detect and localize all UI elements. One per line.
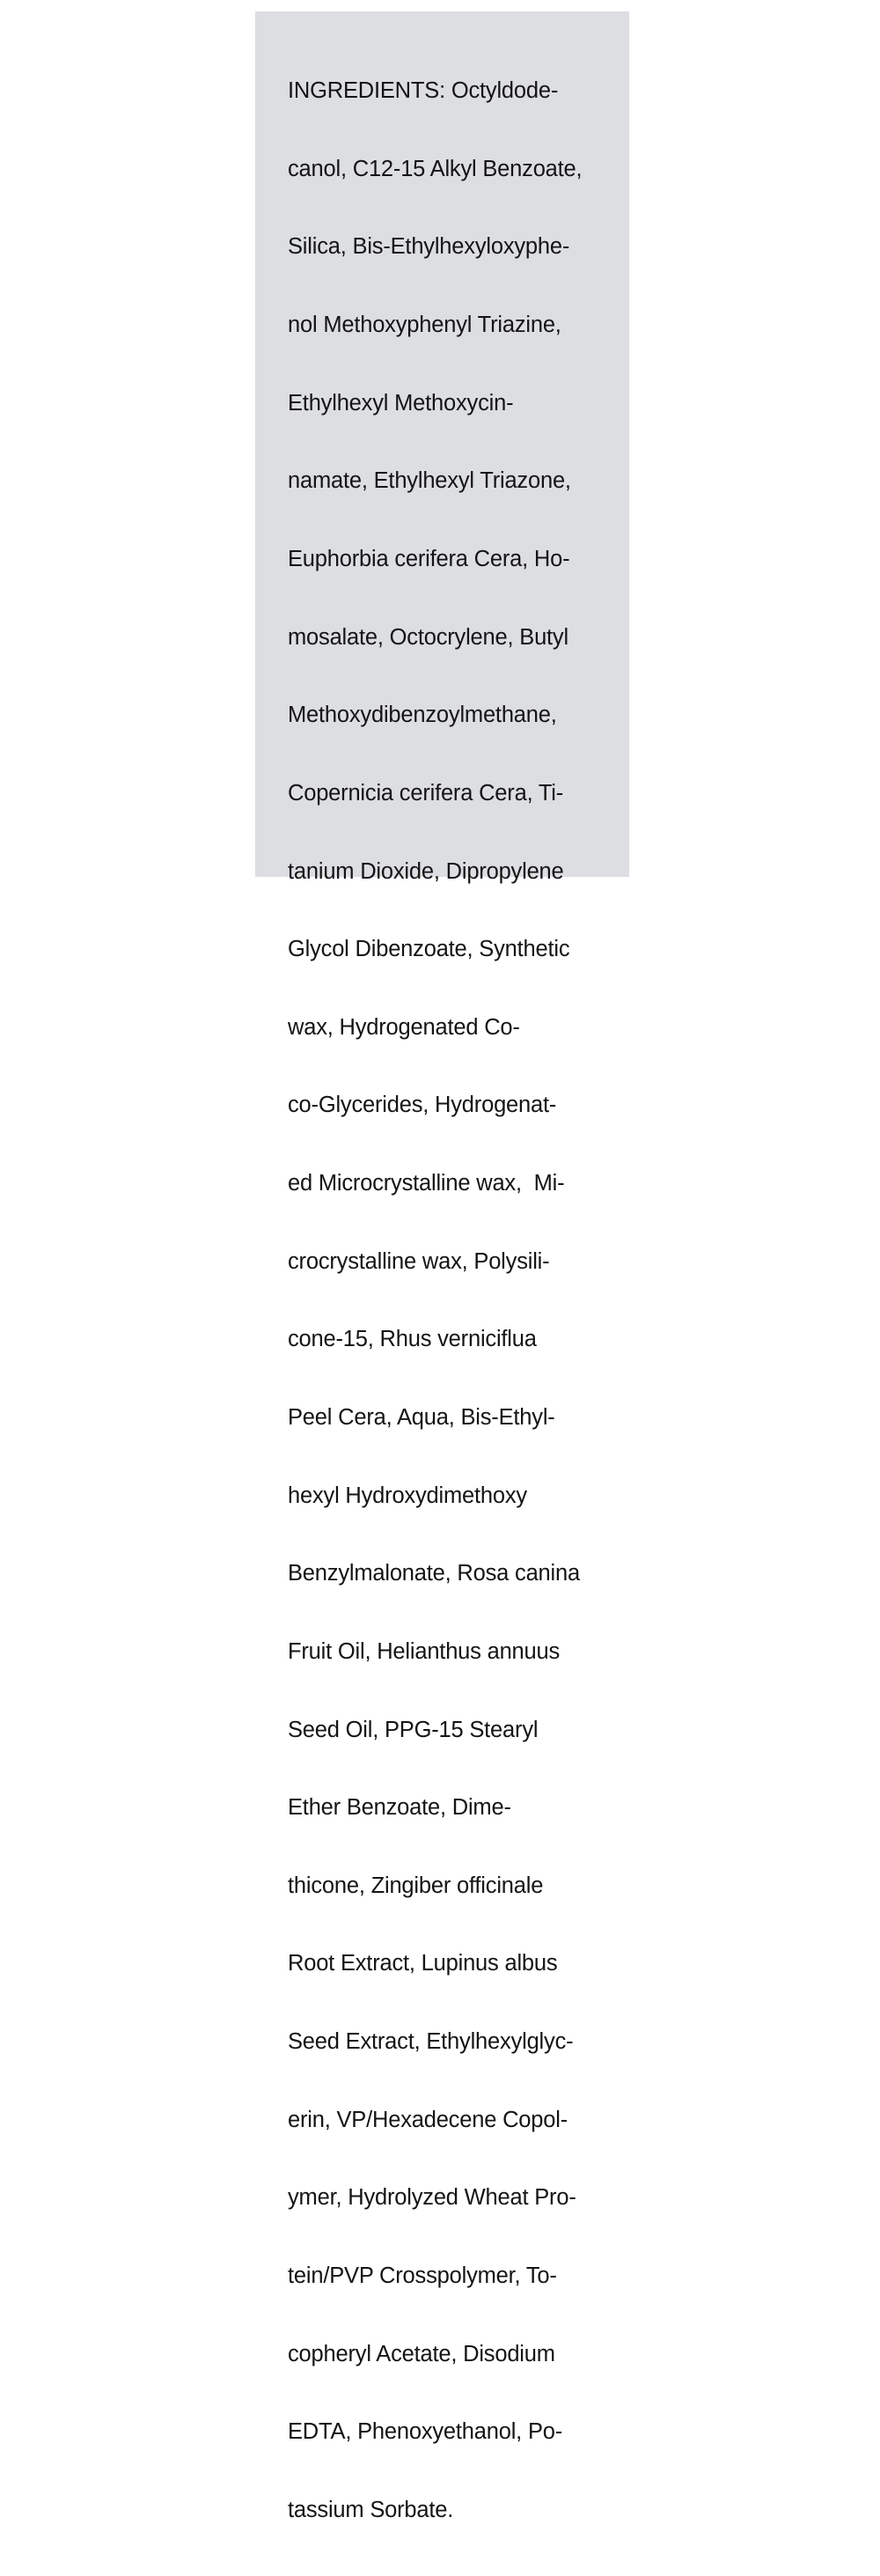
ingredients-line: Copernicia cerifera Cera, Ti-: [288, 780, 564, 806]
ingredients-line: copheryl Acetate, Disodium: [288, 2341, 555, 2366]
ingredients-label-panel: [255, 11, 629, 2522]
ingredients-line: nol Methoxyphenyl Triazine,: [288, 313, 561, 338]
ingredients-list: [288, 26, 582, 2576]
ingredients-line: tein/PVP Crosspolymer, To-: [288, 2263, 557, 2289]
ingredients-line: hexyl Hydroxydimethoxy: [288, 1483, 527, 1508]
ingredients-line: Methoxydibenzoylmethane,: [288, 703, 557, 728]
ingredients-line: tassium Sorbate.: [288, 2497, 454, 2522]
ingredients-line: erin, VP/Hexadecene Copol-: [288, 2107, 568, 2132]
ingredients-line: Root Extract, Lupinus albus: [288, 1951, 558, 1976]
ingredients-line: mosalate, Octocrylene, Butyl: [288, 624, 568, 650]
ingredients-line: thicone, Zingiber officinale: [288, 1873, 544, 1898]
ingredients-line: Ethylhexyl Methoxycin-: [288, 390, 514, 416]
ingredients-line: Peel Cera, Aqua, Bis-Ethyl-: [288, 1404, 555, 1430]
ingredients-line: EDTA, Phenoxyethanol, Po-: [288, 2419, 563, 2445]
ingredients-line: ymer, Hydrolyzed Wheat Pro-: [288, 2185, 576, 2211]
ingredients-line: ed Microcrystalline wax, Mi-: [288, 1171, 565, 1196]
ingredients-line: co-Glycerides, Hydrogenat-: [288, 1093, 557, 1118]
ingredients-line: Benzylmalonate, Rosa canina: [288, 1561, 580, 1586]
ingredients-line: wax, Hydrogenated Co-: [288, 1014, 520, 1040]
ingredients-line: INGREDIENTS: Octyldode-: [288, 78, 559, 104]
ingredients-line: cone-15, Rhus verniciflua: [288, 1327, 537, 1352]
ingredients-line: Ether Benzoate, Dime-: [288, 1795, 511, 1821]
ingredients-line: Seed Oil, PPG-15 Stearyl: [288, 1717, 539, 1742]
ingredients-line: Euphorbia cerifera Cera, Ho-: [288, 546, 570, 571]
ingredients-line: Silica, Bis-Ethylhexyloxyphe-: [288, 234, 570, 260]
ingredients-line: crocrystalline wax, Polysili-: [288, 1248, 550, 1274]
ingredients-line: canol, C12-15 Alkyl Benzoate,: [288, 156, 583, 181]
ingredients-line: tanium Dioxide, Dipropylene: [288, 858, 564, 884]
ingredients-line: Seed Extract, Ethylhexylglyc-: [288, 2029, 574, 2055]
ingredients-line: Fruit Oil, Helianthus annuus: [288, 1638, 561, 1664]
ingredients-line: Glycol Dibenzoate, Synthetic: [288, 937, 570, 962]
ingredients-line: namate, Ethylhexyl Triazone,: [288, 468, 571, 494]
